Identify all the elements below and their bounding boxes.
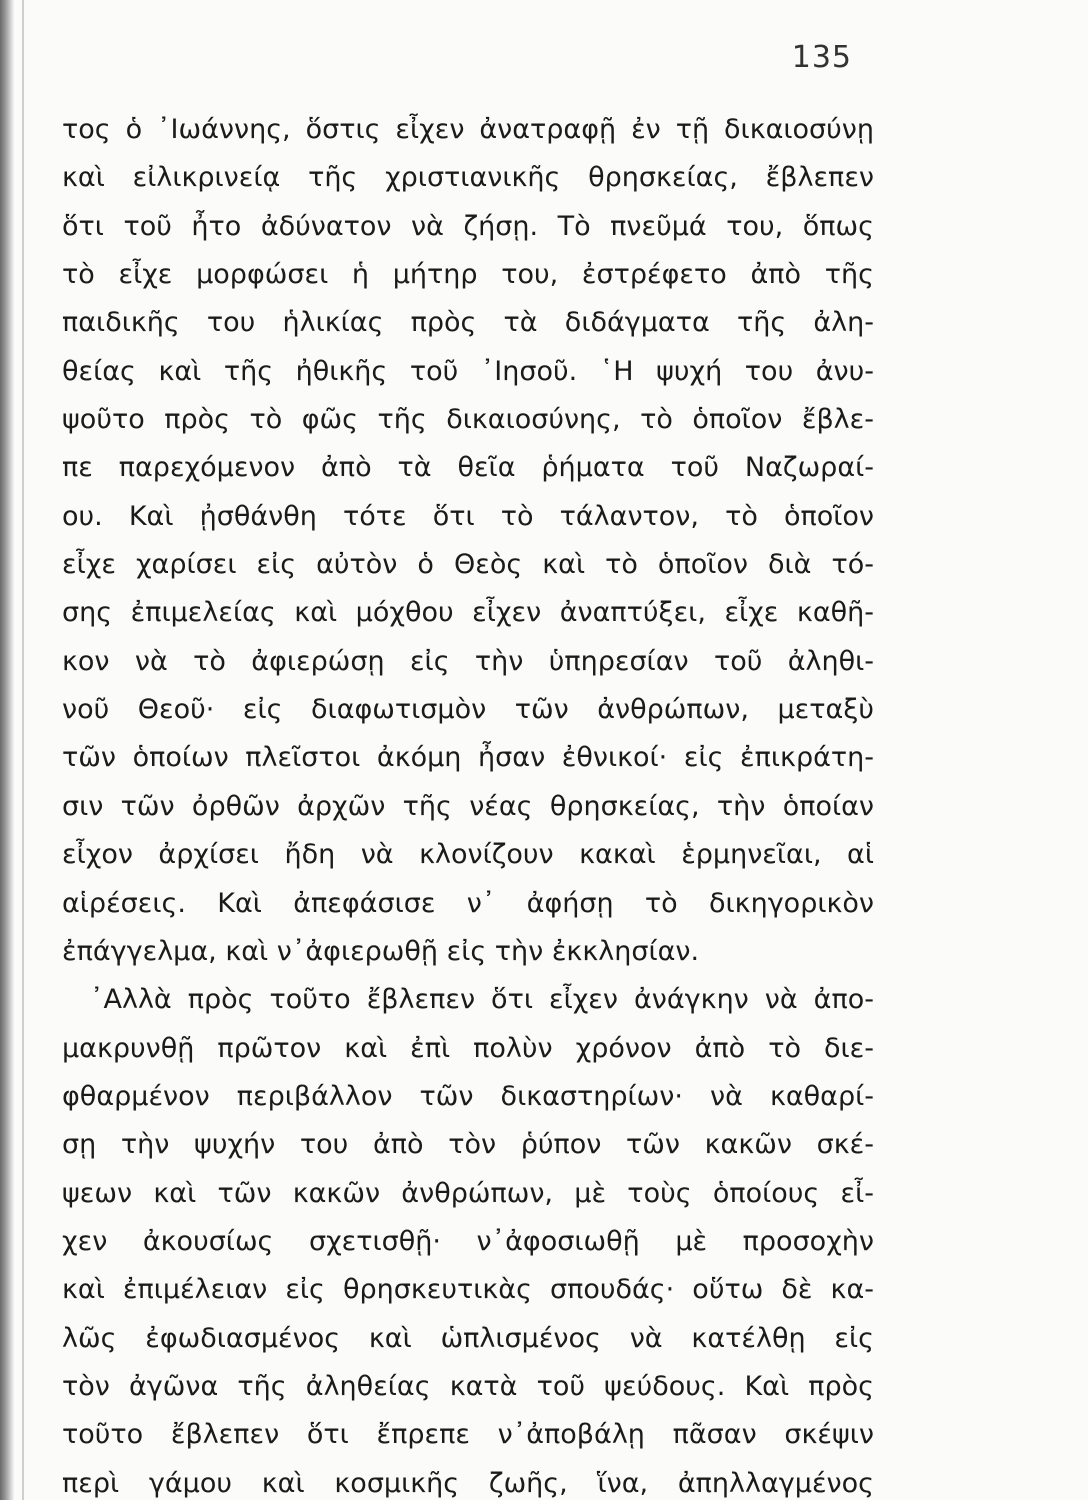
text-line: τὸν ἀγῶνα τῆς ἀληθείας κατὰ τοῦ ψεύδους. Καὶ πρὸς [62,1370,874,1402]
text-line: τος ὁ ᾿Ιωάννης, ὅστις εἶχεν ἀνατραφῇ ἐν τῇ δικαιοσύνῃ [62,114,874,145]
text-line: αἱρέσεις. Καὶ ἀπεφάσισε ν᾿ ἀφήσῃ τὸ δικηγορικὸν [62,887,874,919]
text-line: ψεων καὶ τῶν κακῶν ἀνθρώπων, μὲ τοὺς ὁποίους εἶ- [62,1177,874,1209]
text-line: τῶν ὁποίων πλεῖστοι ἀκόμη ἦσαν ἐθνικοί· εἰς ἐπικράτη- [62,742,874,774]
text-line: σῃ τὴν ψυχήν του ἀπὸ τὸν ῥύπον τῶν κακῶν σκέ- [62,1129,874,1161]
text-line: χεν ἀκουσίως σχετισθῇ· ν᾿ἀφοσιωθῇ μὲ προσοχὴν [62,1225,874,1257]
text-line: νοῦ Θεοῦ· εἰς διαφωτισμὸν τῶν ἀνθρώπων, μεταξὺ [62,694,874,726]
text-line: ὅτι τοῦ ἦτο ἀδύνατον νὰ ζήσῃ. Τὸ πνεῦμά του, ὅπως [62,210,874,242]
text-line: φθαρμένον περιβάλλον τῶν δικαστηρίων· νὰ καθαρί- [62,1080,874,1112]
text-line: ψοῦτο πρὸς τὸ φῶς τῆς δικαιοσύνης, τὸ ὁποῖον ἔβλε- [62,404,874,436]
text-line: περὶ γάμου καὶ κοσμικῆς ζωῆς, ἵνα, ἀπηλλαγμένος [62,1467,874,1499]
text-line: κον νὰ τὸ ἀφιερώσῃ εἰς τὴν ὑπηρεσίαν τοῦ ἀληθι- [62,645,874,677]
book-binding-shadow [0,0,14,1500]
text-line: τοῦτο ἔβλεπεν ὅτι ἔπρεπε ν᾿ἀποβάλῃ πᾶσαν σκέψιν [62,1419,874,1451]
text-line: εἶχον ἀρχίσει ἤδη νὰ κλονίζουν κακαὶ ἑρμηνεῖαι, αἱ [62,839,874,871]
text-line: καὶ εἰλικρινείᾳ τῆς χριστιανικῆς θρησκείας, ἔβλεπεν [62,162,874,194]
text-line: σης ἐπιμελείας καὶ μόχθου εἶχεν ἀναπτύξει, εἶχε καθῆ- [62,597,874,629]
text-line: μακρυνθῇ πρῶτον καὶ ἐπὶ πολὺν χρόνον ἀπὸ τὸ διε- [62,1032,874,1064]
text-line: λῶς ἐφωδιασμένος καὶ ὡπλισμένος νὰ κατέλθῃ εἰς [62,1322,874,1354]
text-line: θείας καὶ τῆς ἠθικῆς τοῦ ᾿Ιησοῦ. ῾Η ψυχή του ἀνυ- [62,355,874,387]
text-line: πε παρεχόμενον ἀπὸ τὰ θεῖα ῥήματα τοῦ Ναζωραί- [62,452,874,484]
paragraph-end-line: ἐπάγγελμα, καὶ ν᾿ἀφιερωθῇ εἰς τὴν ἐκκλησίαν. [62,935,700,967]
gutter-line [22,0,24,1500]
text-line: παιδικῆς του ἡλικίας πρὸς τὰ διδάγματα τῆς ἀλη- [62,307,874,339]
text-line: σιν τῶν ὀρθῶν ἀρχῶν τῆς νέας θρησκείας, τὴν ὁποίαν [62,790,874,822]
text-line: εἶχε χαρίσει εἰς αὐτὸν ὁ Θεὸς καὶ τὸ ὁποῖον διὰ τό- [62,549,874,581]
body-text [62,106,874,1508]
page-number: 135 [791,40,852,75]
text-line: τὸ εἶχε μορφώσει ἡ μήτηρ του, ἐστρέφετο ἀπὸ τῆς [62,259,874,291]
text-line: ου. Καὶ ᾐσθάνθη τότε ὅτι τὸ τάλαντον, τὸ ὁποῖον [62,500,874,532]
text-line: καὶ ἐπιμέλειαν εἰς θρησκευτικὰς σπουδάς· οὕτω δὲ κα- [62,1274,874,1306]
paragraph-start-line: ᾿Αλλὰ πρὸς τοῦτο ἔβλεπεν ὅτι εἶχεν ἀνάγκην νὰ ἀπο- [90,984,874,1016]
